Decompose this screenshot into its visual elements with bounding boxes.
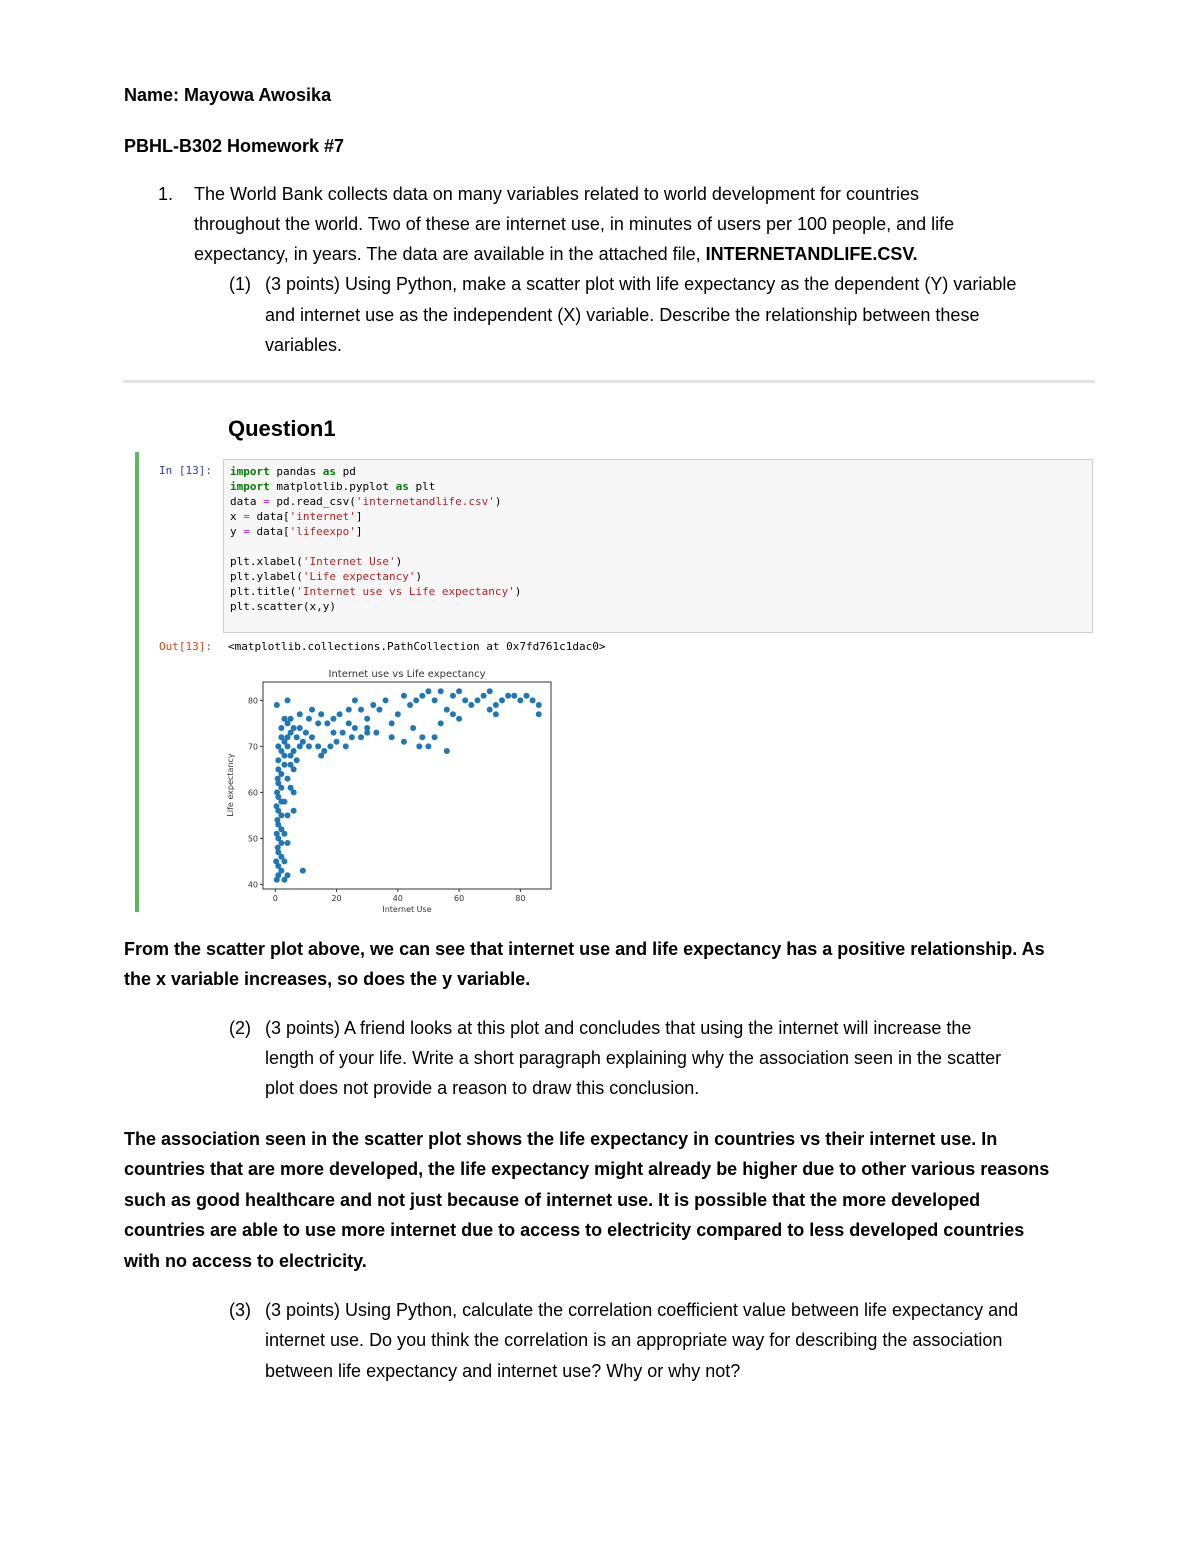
- scatter-point: [278, 725, 284, 731]
- part1-line-2: and internet use as the independent (X) variable. Describe the relationship between these: [265, 305, 980, 325]
- scatter-point: [274, 789, 280, 795]
- scatter-point: [481, 693, 487, 699]
- scatter-point: [300, 739, 306, 745]
- scatter-point: [291, 808, 297, 814]
- code-line: plt.scatter(x,y): [230, 600, 336, 613]
- scatter-point: [309, 734, 315, 740]
- output-repr: <matplotlib.collections.PathCollection at 0x7fd761c1dac0>: [228, 640, 606, 653]
- scatter-point: [389, 734, 395, 740]
- code-line: y = data['lifeexpo']: [230, 525, 363, 538]
- scatter-point: [364, 716, 370, 722]
- scatter-point: [288, 716, 294, 722]
- scatter-point: [291, 748, 297, 754]
- scatter-point: [493, 711, 499, 717]
- scatter-point: [425, 688, 431, 694]
- chart-title: Internet use vs Life expectancy: [328, 669, 486, 680]
- intro-line-3-text: expectancy, in years. The data are available in the attached file,: [194, 244, 706, 264]
- code-line: data = pd.read_csv('internetandlife.csv'): [230, 495, 502, 508]
- scatter-point: [517, 697, 523, 703]
- scatter-point: [450, 693, 456, 699]
- scatter-point: [281, 799, 287, 805]
- scatter-point: [413, 697, 419, 703]
- scatter-point: [275, 757, 281, 763]
- scatter-point: [499, 697, 505, 703]
- scatter-point: [419, 693, 425, 699]
- x-tick-label: 80: [515, 894, 526, 903]
- code-line: import matplotlib.pyplot as plt: [230, 480, 436, 493]
- scatter-point: [530, 697, 536, 703]
- scatter-point: [318, 753, 324, 759]
- scatter-point: [511, 693, 517, 699]
- scatter-point: [274, 702, 280, 708]
- scatter-point: [383, 697, 389, 703]
- scatter-point: [444, 748, 450, 754]
- scatter-point: [395, 711, 401, 717]
- question-number: 1.: [158, 184, 174, 204]
- scatter-point: [438, 688, 444, 694]
- answer1-line-1: From the scatter plot above, we can see that internet use and life expectancy has a positive relationship. As: [124, 939, 1045, 959]
- code-line: plt.ylabel('Life expectancy'): [230, 570, 423, 583]
- input-prompt: In [13]:: [159, 464, 212, 477]
- scatter-point: [327, 743, 333, 749]
- scatter-point: [432, 734, 438, 740]
- scatter-point: [285, 776, 291, 782]
- scatter-point: [291, 789, 297, 795]
- part1-label: (1): [229, 274, 251, 294]
- scatter-point: [456, 716, 462, 722]
- scatter-point: [444, 707, 450, 713]
- scatter-point: [340, 730, 346, 736]
- scatter-point: [285, 743, 291, 749]
- part1-line-1: (3 points) Using Python, make a scatter plot with life expectancy as the dependent (Y) variable: [265, 274, 1017, 294]
- scatter-point: [349, 734, 355, 740]
- scatter-point: [275, 766, 281, 772]
- scatter-chart: [223, 663, 583, 914]
- x-tick-label: 20: [331, 894, 342, 903]
- x-tick-label: 60: [453, 894, 465, 903]
- scatter-point: [285, 872, 291, 878]
- scatter-point: [315, 720, 321, 726]
- scatter-point: [273, 858, 279, 864]
- scatter-point: [419, 734, 425, 740]
- code-line: import pandas as pd: [230, 465, 356, 478]
- scatter-point: [493, 702, 499, 708]
- scatter-point: [370, 702, 376, 708]
- scatter-point: [318, 711, 324, 717]
- scatter-point: [294, 757, 300, 763]
- part2-line-2: length of your life. Write a short paragraph explaining why the association seen in the scatter: [265, 1048, 1002, 1068]
- scatter-point: [468, 702, 474, 708]
- scatter-point: [373, 730, 379, 736]
- scatter-point: [306, 716, 312, 722]
- scatter-point: [401, 693, 407, 699]
- scatter-point: [285, 840, 291, 846]
- scatter-point: [364, 725, 370, 731]
- scatter-point: [487, 707, 493, 713]
- x-tick-label: 0: [272, 894, 278, 903]
- student-name: Name: Mayowa Awosika: [124, 85, 332, 105]
- data-file-name: INTERNETANDLIFE.CSV.: [705, 244, 918, 264]
- scatter-point: [410, 725, 416, 731]
- y-tick-label: 50: [247, 834, 258, 844]
- scatter-point: [309, 707, 315, 713]
- scatter-point: [346, 720, 352, 726]
- x-tick-label: 40: [392, 894, 403, 903]
- scatter-point: [330, 730, 336, 736]
- part2-line-1: (3 points) A friend looks at this plot and concludes that using the internet will increase the: [265, 1018, 972, 1038]
- scatter-point: [401, 739, 407, 745]
- question-intro-line-2: throughout the world. Two of these are internet use, in minutes of users per 100 people, and life: [194, 214, 955, 234]
- y-axis-label: Life expectancy: [226, 753, 235, 817]
- answer2-line-3: such as good healthcare and not just because of internet use. It is possible that the more developed: [124, 1190, 981, 1210]
- scatter-point: [297, 711, 303, 717]
- part2-line-3: plot does not provide a reason to draw this conclusion.: [265, 1078, 700, 1098]
- scatter-point: [346, 707, 352, 713]
- question-intro-line-1: The World Bank collects data on many variables related to world development for countries: [194, 184, 920, 204]
- y-tick-label: 40: [247, 880, 258, 890]
- x-axis-label: Internet Use: [382, 905, 432, 914]
- scatter-point: [432, 697, 438, 703]
- scatter-point: [281, 716, 287, 722]
- answer2-line-2: countries that are more developed, the life expectancy might already be higher due to other various reasons: [124, 1159, 1050, 1179]
- part2-label: (2): [229, 1018, 251, 1038]
- scatter-point: [438, 720, 444, 726]
- scatter-point: [337, 711, 343, 717]
- scatter-point: [285, 697, 291, 703]
- scatter-point: [358, 707, 364, 713]
- output-prompt: Out[13]:: [159, 640, 212, 653]
- scatter-point: [274, 817, 280, 823]
- scatter-point: [281, 762, 287, 768]
- scatter-point: [352, 697, 358, 703]
- part3-line-2: internet use. Do you think the correlation is an appropriate way for describing the association: [265, 1330, 1003, 1350]
- answer2-line-4: countries are able to use more internet due to access to electricity compared to less developed countries: [124, 1220, 1025, 1240]
- x-axis: [273, 889, 526, 914]
- scatter-point: [416, 743, 422, 749]
- scatter-point: [273, 803, 279, 809]
- notebook-screenshot: [123, 380, 1095, 912]
- part3-line-3: between life expectancy and internet use? Why or why not?: [265, 1361, 741, 1381]
- scatter-point: [274, 831, 280, 837]
- cell-selection-bar: [135, 452, 139, 912]
- scatter-point: [505, 693, 511, 699]
- answer1-line-2: the x variable increases, so does the y variable.: [124, 969, 531, 989]
- plot-frame: [263, 682, 551, 889]
- scatter-point: [294, 734, 300, 740]
- scatter-point: [407, 702, 413, 708]
- course-title: PBHL-B302 Homework #7: [124, 136, 345, 156]
- code-line: plt.title('Internet use vs Life expectancy'): [230, 585, 522, 598]
- y-axis: [248, 696, 263, 889]
- scatter-point: [291, 766, 297, 772]
- scatter-point: [376, 707, 382, 713]
- scatter-point: [462, 697, 468, 703]
- scatter-point: [306, 743, 312, 749]
- scatter-point: [324, 720, 330, 726]
- y-tick-label: 60: [247, 788, 258, 798]
- scatter-point: [303, 730, 309, 736]
- scatter-point: [425, 743, 431, 749]
- scatter-point: [487, 688, 493, 694]
- scatter-point: [275, 743, 281, 749]
- scatter-point: [389, 720, 395, 726]
- part3-label: (3): [229, 1300, 251, 1320]
- scatter-point: [281, 831, 287, 837]
- scatter-point: [285, 812, 291, 818]
- y-tick-label: 70: [247, 742, 258, 752]
- scatter-points: [273, 688, 542, 883]
- scatter-point: [352, 725, 358, 731]
- scatter-point: [334, 739, 340, 745]
- code-line: plt.xlabel('Internet Use'): [230, 555, 403, 568]
- code-cell[interactable]: [223, 459, 1093, 633]
- question-intro-line-3: [194, 239, 918, 269]
- notebook-heading: Question1: [228, 416, 336, 441]
- y-tick-label: 80: [247, 696, 258, 706]
- scatter-point: [450, 711, 456, 717]
- scatter-point: [278, 734, 284, 740]
- code-line: x = data['internet']: [230, 510, 363, 523]
- scatter-point: [291, 725, 297, 731]
- answer2-line-1: The association seen in the scatter plot shows the life expectancy in countries vs their internet use. In: [124, 1129, 998, 1149]
- scatter-point: [300, 868, 306, 874]
- scatter-point: [297, 725, 303, 731]
- scatter-point: [456, 688, 462, 694]
- scatter-point: [536, 702, 542, 708]
- scatter-point: [358, 734, 364, 740]
- scatter-point: [315, 743, 321, 749]
- scatter-point: [474, 697, 480, 703]
- scatter-point: [330, 716, 336, 722]
- part1-line-3: variables.: [265, 335, 343, 355]
- part3-line-1: (3 points) Using Python, calculate the correlation coefficient value between life expectancy and: [265, 1300, 1019, 1320]
- scatter-point: [343, 743, 349, 749]
- scatter-point: [281, 858, 287, 864]
- scatter-point: [536, 711, 542, 717]
- notebook-divider: [123, 380, 1095, 383]
- answer2-line-5: with no access to electricity.: [124, 1251, 367, 1271]
- scatter-point: [523, 693, 529, 699]
